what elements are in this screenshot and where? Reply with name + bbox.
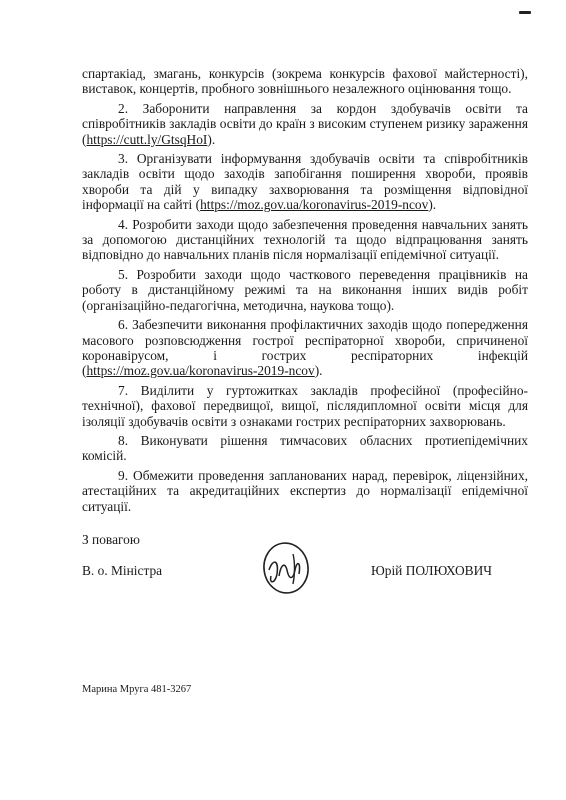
link-moz-2[interactable]: https://moz.gov.ua/koronavirus-2019-ncov — [86, 363, 315, 379]
paragraph-5-text: 5. Розробити заходи щодо часткового переведення працівників на роботу в дистанційному режимі та на виконання інших видів робіт (організаційно-педагогічна, методична, наукова тощо). — [82, 266, 528, 313]
closing-regards: З повагою — [82, 532, 140, 547]
paragraph-7-text: 7. Виділити у гуртожитках закладів професійної (професійно-технічної), фахової передвищої, вищої, післядипломної освіти місця для ізоляції здобувачів освіти з ознаками гострих респіраторних захворювань. — [82, 382, 528, 429]
signature-image — [255, 540, 315, 596]
paragraph-3-after: ). — [428, 197, 437, 213]
page-mark — [519, 11, 531, 14]
letter-body — [82, 66, 528, 518]
contact-footer: Марина Мруга 481-3267 — [82, 684, 192, 695]
link-cutt[interactable]: https://cutt.ly/GtsqHoI — [86, 131, 208, 147]
paragraph-2-text: 2. Заборонити направлення за кордон здобувачів освіти та співробітників закладів освіти до країн з високим ступенем ризику зараження ( — [82, 100, 529, 147]
paragraph-4-text: 4. Розробити заходи щодо забезпечення проведення навчальних занять за допомогою дистанційних технологій та щодо відпрацювання занять відповідно до навчальних планів після нормалізації епідемічної ситуації. — [82, 216, 528, 263]
paragraph-6 — [82, 317, 528, 379]
paragraph-8-text: 8. Виконувати рішення тимчасових обласних протиепідемічних комісій. — [82, 432, 528, 464]
link-moz-1[interactable]: https://moz.gov.ua/koronavirus-2019-ncov — [200, 197, 429, 213]
paragraph-6-text: 6. Забезпечити виконання профілактичних заходів щодо попередження масового розповсюдження гострої респіраторної хвороби, спричиненої коронавірусом, і гострих респіраторних інфекцій ( — [82, 317, 528, 379]
paragraph-9 — [82, 468, 528, 514]
paragraph-3 — [82, 151, 528, 213]
paragraph-4 — [82, 217, 528, 263]
signer-name: Юрій ПОЛЮХОВИЧ — [371, 563, 492, 578]
paragraph-1-text: спартакіад, змагань, конкурсів (зокрема конкурсів фахової майстерності), виставок, концертів, пробного зовнішнього незалежного оцінювання тощо. — [82, 66, 528, 97]
paragraph-8 — [82, 433, 528, 464]
paragraph-9-text: 9. Обмежити проведення запланованих нарад, перевірок, ліцензійних, атестаційних та акредитаційних експертиз до нормалізації епідемічної ситуації. — [82, 467, 528, 514]
paragraph-1 — [82, 66, 528, 97]
paragraph-2 — [82, 101, 528, 147]
paragraph-6-after: ). — [314, 363, 323, 379]
signer-position: В. о. Міністра — [82, 563, 163, 578]
paragraph-3-text: 3. Організувати інформування здобувачів освіти та співробітників закладів освіти щодо заходів запобігання поширення хвороби, проявів хвороби та дій у випадку захворювання та розміщення відповідної інформації на сайті ( — [82, 151, 528, 213]
paragraph-5 — [82, 267, 528, 313]
paragraph-2-after: ). — [207, 131, 216, 147]
paragraph-7 — [82, 383, 528, 429]
